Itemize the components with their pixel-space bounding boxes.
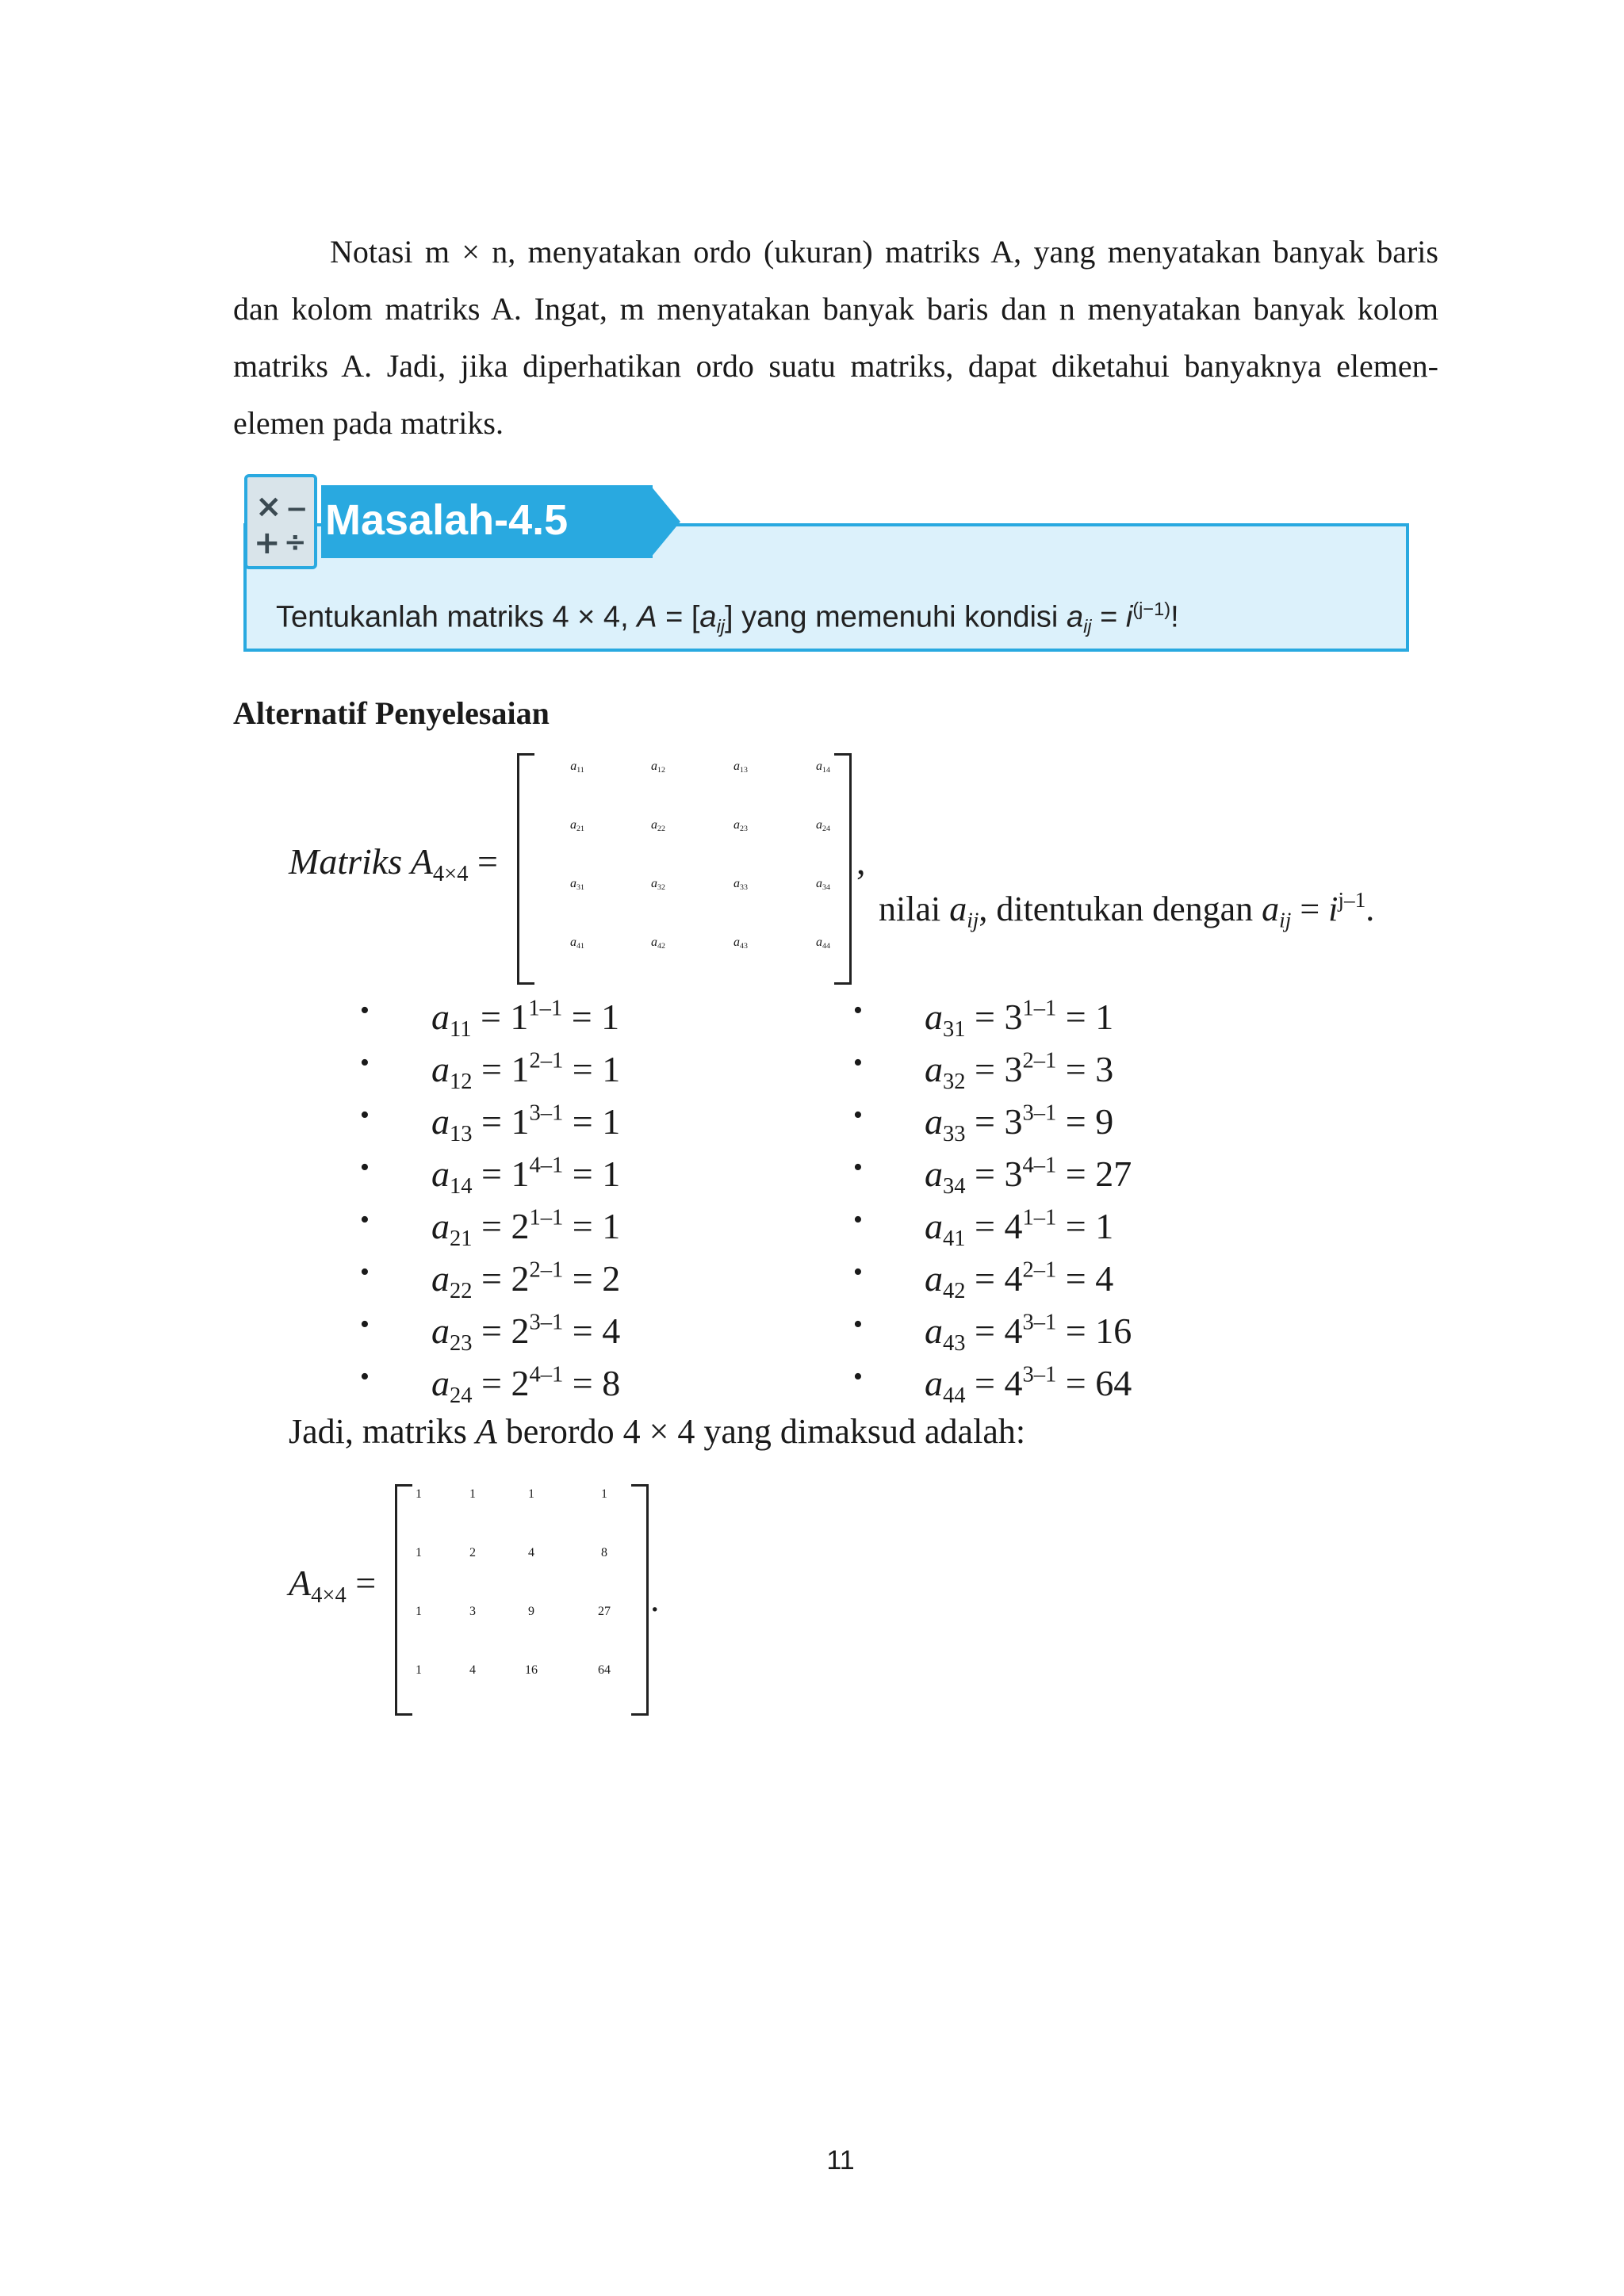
power-base: 1 (511, 1049, 530, 1089)
element-index: 44 (943, 1383, 966, 1409)
general-matrix-cell (783, 760, 863, 775)
result-matrix-cell: 27 (598, 1605, 611, 1618)
general-matrix-cell (701, 818, 780, 833)
power-exponent: 2–1 (1022, 1257, 1057, 1283)
calculation-item (853, 996, 1186, 1043)
power-base: 4 (1004, 1311, 1023, 1351)
problem-text-i: = (1091, 600, 1126, 634)
general-rule: nilai $a_{ij}$, ditentukan dengan $a_{ij} = i^{j-1}$. (879, 888, 1375, 932)
calculation-expression: $a_{41} = 4^{1-1} = 1$ (925, 1205, 1114, 1252)
conclusion-c: berordo 4 × 4 yang dimaksud adalah: (496, 1412, 1026, 1451)
result-matrix-cell: 8 (601, 1546, 607, 1559)
bullet-icon: • (853, 1310, 863, 1339)
power-base: 1 (511, 1154, 530, 1194)
power-base: 2 (511, 1363, 530, 1403)
power-exponent: 3–1 (1022, 1362, 1057, 1387)
general-matrix-cell (619, 936, 698, 951)
power-result: 1 (1095, 1206, 1114, 1246)
calculation-expression: $a_{31} = 3^{1-1} = 1$ (925, 996, 1114, 1043)
cell-index: 22 (657, 825, 665, 834)
result-matrix-cell: 1 (469, 1487, 476, 1501)
calculation-expression: $a_{42} = 4^{2-1} = 4$ (925, 1257, 1114, 1304)
problem-text-f: ] yang memenuhi kondisi (725, 600, 1067, 634)
power-result: 27 (1095, 1154, 1132, 1194)
power-result: 1 (1095, 997, 1114, 1037)
result-matrix-cell: 1 (416, 1546, 422, 1559)
power-result: 4 (602, 1311, 621, 1351)
cell-symbol: a (733, 760, 741, 773)
power-exponent: 2–1 (529, 1257, 564, 1283)
cell-symbol: a (733, 936, 741, 949)
cell-symbol: a (733, 818, 741, 832)
cell-index: 23 (740, 825, 748, 834)
general-matrix-left-bracket (517, 753, 534, 985)
result-matrix-cell: 1 (416, 1605, 422, 1618)
result-matrix-cell: 1 (416, 1487, 422, 1501)
bullet-icon: • (360, 1362, 370, 1391)
general-matrix-comma: , (856, 841, 866, 882)
result-matrix-label (289, 1562, 376, 1609)
element-symbol: a (925, 1049, 943, 1089)
calculation-expression: $a_{43} = 4^{3-1} = 16$ (925, 1310, 1132, 1357)
calculation-expression: $a_{33} = 3^{3-1} = 9$ (925, 1100, 1114, 1147)
element-index: 31 (943, 1017, 966, 1043)
calculation-item (853, 1048, 1186, 1096)
power-exponent: 2–1 (529, 1048, 564, 1073)
general-matrix-cell (619, 818, 698, 833)
result-matrix-cell: 4 (528, 1546, 534, 1559)
general-matrix-cell (538, 760, 617, 775)
result-matrix-equals: = (355, 1563, 377, 1603)
cell-index: 11 (576, 766, 584, 775)
bullet-icon: • (853, 1100, 863, 1130)
conclusion (289, 1411, 1025, 1452)
result-matrix-cell: 1 (416, 1663, 422, 1677)
result-matrix-cell: 1 (528, 1487, 534, 1501)
cell-index: 31 (576, 883, 584, 893)
power-base: 1 (511, 1101, 530, 1142)
result-matrix-label-sub: 4×4 (311, 1583, 347, 1609)
bullet-icon: • (360, 1100, 370, 1130)
general-matrix-equals: = (477, 841, 498, 882)
problem-statement (276, 585, 1179, 650)
intro-line-3: matriks A. Jadi, jika diperhatikan ordo suatu matriks, dapat diketahui banyaknya elemen- (233, 348, 1438, 384)
element-symbol: a (431, 1311, 450, 1351)
rule-end: . (1365, 889, 1375, 928)
power-result: 1 (602, 1049, 621, 1089)
divide-icon: ÷ (284, 526, 307, 558)
cell-index: 44 (822, 942, 830, 951)
cell-index: 13 (740, 766, 748, 775)
result-matrix-left-bracket (395, 1484, 412, 1716)
problem-text-g: a (1066, 600, 1084, 634)
general-matrix-cell (701, 877, 780, 892)
result-matrix-cell: 16 (525, 1663, 538, 1677)
power-result: 2 (602, 1258, 621, 1299)
result-matrix-right-bracket (631, 1484, 649, 1716)
result-matrix-cell: 64 (598, 1663, 611, 1677)
problem-text-d: a (699, 600, 717, 634)
general-matrix-label-sub: 4×4 (432, 862, 469, 887)
element-symbol: a (925, 1363, 943, 1403)
calculation-item (360, 1257, 693, 1305)
calculation-expression: $a_{23} = 2^{3-1} = 4$ (431, 1310, 621, 1357)
calculation-item (853, 1362, 1186, 1410)
element-index: 11 (450, 1017, 472, 1043)
intro-line-2: dan kolom matriks A. Ingat, m menyatakan banyak baris dan n menyatakan banyak kolom (233, 291, 1438, 327)
power-base: 3 (1004, 1154, 1023, 1194)
power-result: 16 (1095, 1311, 1132, 1351)
cell-symbol: a (570, 760, 577, 773)
problem-text-e: ij (716, 616, 726, 637)
power-base: 4 (1004, 1206, 1023, 1246)
bullet-icon: • (853, 1205, 863, 1234)
bullet-icon: • (853, 1257, 863, 1287)
power-exponent: 3–1 (529, 1100, 564, 1126)
element-index: 22 (450, 1279, 473, 1304)
cell-index: 42 (657, 942, 665, 951)
power-exponent: 1–1 (1022, 1205, 1057, 1230)
element-index: 43 (943, 1331, 966, 1357)
power-exponent: 1–1 (1022, 996, 1057, 1021)
cell-symbol: a (816, 760, 823, 773)
calculation-expression: $a_{22} = 2^{2-1} = 2$ (431, 1257, 621, 1304)
element-symbol: a (925, 1101, 943, 1142)
calculation-expression: $a_{14} = 1^{4-1} = 1$ (431, 1153, 621, 1200)
cell-symbol: a (651, 877, 658, 890)
element-index: 21 (450, 1226, 473, 1252)
general-matrix-cell (619, 877, 698, 892)
calculation-item (853, 1153, 1186, 1200)
cell-index: 41 (576, 942, 584, 951)
power-exponent: 4–1 (529, 1362, 564, 1387)
rule-i-symbol: i (1328, 889, 1339, 928)
element-symbol: a (925, 1206, 943, 1246)
calculation-item (360, 1362, 693, 1410)
element-index: 23 (450, 1331, 473, 1357)
cell-symbol: a (733, 877, 741, 890)
result-matrix-label-text: A (289, 1563, 312, 1603)
calculation-item (853, 1257, 1186, 1305)
power-exponent: 3–1 (1022, 1100, 1057, 1126)
cell-index: 24 (822, 825, 830, 834)
cell-index: 14 (822, 766, 830, 775)
element-symbol: a (431, 1206, 450, 1246)
rule-ij-sub-2: ij (1279, 908, 1292, 932)
element-symbol: a (431, 1258, 450, 1299)
calculation-expression: $a_{32} = 3^{2-1} = 3$ (925, 1048, 1114, 1095)
plus-sign-icon: + (254, 525, 281, 561)
calculation-item (853, 1100, 1186, 1148)
calculation-expression: $a_{11} = 1^{1-1} = 1$ (431, 996, 620, 1043)
general-matrix-label (289, 840, 498, 887)
element-index: 12 (450, 1070, 473, 1095)
general-matrix-cell (538, 877, 617, 892)
general-matrix-cell (701, 760, 780, 775)
cell-index: 12 (657, 766, 665, 775)
result-matrix-cell: 9 (528, 1605, 534, 1618)
general-matrix-cell (619, 760, 698, 775)
calculation-item (360, 1048, 693, 1096)
cell-symbol: a (651, 760, 658, 773)
rule-a-symbol: a (949, 889, 967, 928)
power-exponent: 3–1 (529, 1310, 564, 1335)
minus-icon: − (285, 493, 308, 525)
element-symbol: a (431, 1154, 450, 1194)
power-exponent: 4–1 (529, 1153, 564, 1178)
element-index: 42 (943, 1279, 966, 1304)
element-index: 32 (943, 1070, 966, 1095)
general-matrix-cell (783, 936, 863, 951)
general-matrix-cell (701, 936, 780, 951)
result-matrix-cell: 4 (469, 1663, 476, 1677)
power-result: 1 (602, 1101, 621, 1142)
intro-line-1: Notasi m × n, menyatakan ordo (ukuran) matriks A, yang menyatakan banyak baris (330, 234, 1438, 270)
power-result: 1 (602, 1206, 621, 1246)
rule-text-b: , ditentukan dengan (979, 889, 1262, 928)
element-symbol: a (431, 1049, 450, 1089)
rule-ij-sub: ij (967, 908, 979, 932)
conclusion-b: A (475, 1412, 497, 1451)
element-symbol: a (925, 1258, 943, 1299)
element-symbol: a (431, 1101, 450, 1142)
result-matrix-cell: 3 (469, 1605, 476, 1618)
problem-title: Masalah-4.5 (325, 496, 569, 544)
calculation-item (853, 1205, 1186, 1253)
calculation-expression: $a_{21} = 2^{1-1} = 1$ (431, 1205, 621, 1252)
calculation-expression: $a_{12} = 1^{2-1} = 1$ (431, 1048, 621, 1095)
problem-text-j: i (1125, 600, 1133, 634)
element-symbol: a (925, 1311, 943, 1351)
calculation-expression: $a_{44} = 4^{3-1} = 64$ (925, 1362, 1132, 1409)
general-matrix-cell (783, 818, 863, 833)
conclusion-a: Jadi, matriks (289, 1412, 476, 1451)
calculation-item (360, 1100, 693, 1148)
rule-exponent: j–1 (1338, 888, 1366, 912)
calculation-item (360, 1310, 693, 1357)
bullet-icon: • (853, 1362, 863, 1391)
element-index: 13 (450, 1122, 473, 1147)
cell-symbol: a (816, 818, 823, 832)
power-base: 1 (510, 997, 529, 1037)
power-base: 3 (1004, 1101, 1023, 1142)
calculation-item (360, 1205, 693, 1253)
problem-title-tab-tip (650, 485, 680, 558)
element-index: 14 (450, 1174, 473, 1200)
cell-symbol: a (816, 877, 823, 890)
power-result: 4 (1095, 1258, 1114, 1299)
power-result: 1 (602, 1154, 621, 1194)
bullet-icon: • (360, 1153, 370, 1182)
element-index: 41 (943, 1226, 966, 1252)
element-symbol: a (925, 997, 943, 1037)
problem-text-a: Tentukanlah matriks 4 × 4, (276, 600, 638, 634)
cell-symbol: a (570, 877, 577, 890)
power-result: 8 (602, 1363, 621, 1403)
power-exponent: 1–1 (528, 996, 563, 1021)
general-matrix-cell (783, 877, 863, 892)
cell-symbol: a (570, 936, 577, 949)
result-matrix-period: . (650, 1578, 660, 1619)
power-base: 4 (1004, 1258, 1023, 1299)
power-result: 9 (1095, 1101, 1114, 1142)
cell-symbol: a (651, 936, 658, 949)
power-exponent: 3–1 (1022, 1310, 1057, 1335)
result-matrix-cell: 1 (601, 1487, 607, 1501)
power-exponent: 1–1 (529, 1205, 564, 1230)
calculation-item (360, 996, 693, 1043)
calculation-item (853, 1310, 1186, 1357)
calculation-expression: $a_{24} = 2^{4-1} = 8$ (431, 1362, 621, 1409)
calculation-expression: $a_{13} = 1^{3-1} = 1$ (431, 1100, 621, 1147)
cell-symbol: a (570, 818, 577, 832)
bullet-icon: • (360, 1205, 370, 1234)
element-index: 34 (943, 1174, 966, 1200)
power-base: 2 (511, 1206, 530, 1246)
power-base: 2 (511, 1311, 530, 1351)
calculation-expression: $a_{34} = 3^{4-1} = 27$ (925, 1153, 1132, 1200)
bullet-icon: • (853, 1048, 863, 1077)
cell-index: 43 (740, 942, 748, 951)
general-matrix-cell (538, 936, 617, 951)
problem-text-l: ! (1170, 600, 1179, 634)
bullet-icon: • (853, 1153, 863, 1182)
plus-icon: × (255, 488, 282, 525)
intro-paragraph (233, 224, 1438, 452)
cell-index: 32 (657, 883, 665, 893)
power-base: 4 (1004, 1363, 1023, 1403)
general-matrix-cell (538, 818, 617, 833)
element-symbol: a (925, 1154, 943, 1194)
cell-symbol: a (651, 818, 658, 832)
solution-title: Alternatif Penyelesaian (233, 695, 550, 731)
power-base: 2 (511, 1258, 530, 1299)
cell-index: 21 (576, 825, 584, 834)
cell-index: 34 (822, 883, 830, 893)
cell-index: 33 (740, 883, 748, 893)
power-exponent: 4–1 (1022, 1153, 1057, 1178)
bullet-icon: • (360, 996, 370, 1025)
bullet-icon: • (360, 1310, 370, 1339)
problem-text-b: A (637, 600, 657, 634)
cell-symbol: a (816, 936, 823, 949)
problem-text-k: (j−1) (1132, 599, 1171, 619)
element-index: 33 (943, 1122, 966, 1147)
power-base: 3 (1004, 1049, 1023, 1089)
intro-line-4: elemen pada matriks. (233, 405, 504, 441)
page-number: 11 (826, 2145, 855, 2175)
bullet-icon: • (360, 1257, 370, 1287)
bullet-icon: • (853, 996, 863, 1025)
element-symbol: a (431, 997, 450, 1037)
problem-text-h: ij (1083, 616, 1092, 637)
calculation-item (360, 1153, 693, 1200)
bullet-icon: • (360, 1048, 370, 1077)
result-matrix-cell: 2 (469, 1546, 476, 1559)
power-base: 3 (1004, 997, 1023, 1037)
element-symbol: a (431, 1363, 450, 1403)
power-result: 1 (601, 997, 620, 1037)
general-matrix-label-text: Matriks A (289, 841, 433, 882)
math-tools-icon (244, 474, 317, 569)
rule-text-a: nilai (879, 889, 950, 928)
rule-a-symbol-2: a (1262, 889, 1280, 928)
power-result: 64 (1095, 1363, 1132, 1403)
power-result: 3 (1095, 1049, 1114, 1089)
power-exponent: 2–1 (1022, 1048, 1057, 1073)
element-index: 24 (450, 1383, 473, 1409)
problem-text-c: = [ (657, 600, 700, 634)
